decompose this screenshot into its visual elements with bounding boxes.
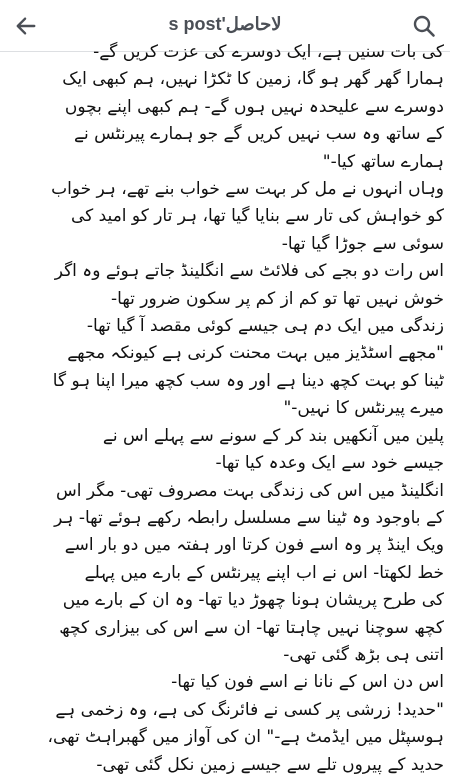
page-title: لاحاصل's post: [168, 14, 282, 34]
post-text-line: ویک اینڈ پر وہ اسے فون کرتا اور ہفتہ میں دو بار اسے: [64, 535, 444, 556]
arrow-left-icon: [15, 15, 37, 37]
post-text-line: سوئی سے جوڑا گیا تھا-: [281, 233, 444, 254]
post-text-line: زندگی میں ایک دم ہی جیسے کوئی مقصد آ گیا تھا-: [86, 316, 444, 337]
post-text-line: کی طرح پریشان ہونا چھوڑ دیا تھا- وہ ان کے بارے میں: [62, 590, 444, 611]
post-text-line: حدید کے پیروں تلے سے جیسے زمین نکل گئی تھی-: [96, 754, 444, 775]
post-text-line: "حدید! زرشی پر کسی نے فائرنگ کی ہے، وہ زخمی ہے: [55, 699, 444, 720]
post-text-line: ہمارا گھر گھر ہو گا، زمین کا ٹکڑا نہیں، ہم کبھی ایک: [62, 69, 444, 90]
post-text-line: خط لکھتا- اس نے اب اپنے پیرنٹس کے بارے میں پہلے: [84, 562, 444, 583]
post-content: [0, 42, 450, 775]
post-text-line: کی بات سنیں ہے، ایک دوسرے کی عزت کریں گے-: [93, 42, 444, 62]
post-text-line: ہمارے ساتھ کیا-": [322, 151, 444, 172]
post-text-line: اتنی ہی بڑھ گئی تھی-: [283, 644, 444, 665]
back-button[interactable]: [10, 10, 42, 42]
post-text-line: اس رات دو بجے کی فلائٹ سے انگلینڈ جاتے ہوئے وہ اگر: [54, 261, 444, 282]
post-text-line: کے باوجود وہ ٹینا سے مسلسل رابطہ رکھے ہوئے تھا- ہر: [54, 507, 444, 528]
post-text-line: دوسرے سے علیحدہ نہیں ہوں گے- ہم کبھی اپنے بچوں: [64, 96, 444, 117]
post-text-line: خوش نہیں تھا تو کم از کم پر سکون ضرور تھا-: [111, 288, 444, 309]
post-text-line: کچھ سوچنا نہیں چاہتا تھا- ان سے اس کی بیزاری کچھ: [59, 617, 444, 638]
post-text: [0, 39, 450, 779]
post-text-line: کے ساتھ وہ سب نہیں کریں گے جو ہمارے پیرنٹس نے: [74, 124, 444, 145]
search-icon: [412, 14, 436, 38]
post-text-line: اس دن اس کے نانا نے اسے فون کیا تھا-: [171, 672, 444, 693]
post-text-line: ٹینا کو بہت کچھ دینا ہے اور وہ سب کچھ میرا اپنا ہو گا: [52, 370, 444, 391]
post-text-line: میرے پیرنٹس کا نہیں-": [283, 398, 444, 419]
post-text-line: پلین میں آنکھیں بند کر کے سونے سے پہلے اس نے: [102, 425, 444, 446]
post-text-line: وہاں انہوں نے مل کر بہت سے خواب بنے تھے، ہر خواب: [51, 179, 444, 200]
post-text-line: انگلینڈ میں اس کی زندگی بہت مصروف تھی- مگر اس: [56, 480, 444, 501]
post-text-line: "مجھے اسٹڈیز میں بہت محنت کرنی ہے کیونکہ مجھے: [67, 343, 444, 364]
post-text-line: جیسے خود سے ایک وعدہ کیا تھا-: [215, 453, 444, 474]
post-text-line: ہوسپٹل میں ایڈمٹ ہے-" ان کی آواز میں گھبراہٹ تھی،: [47, 727, 444, 748]
post-text-line: کو خواہش کی تار سے بنایا گیا تھا، ہر تار کو امید کی: [70, 206, 444, 227]
search-button[interactable]: [408, 10, 440, 42]
